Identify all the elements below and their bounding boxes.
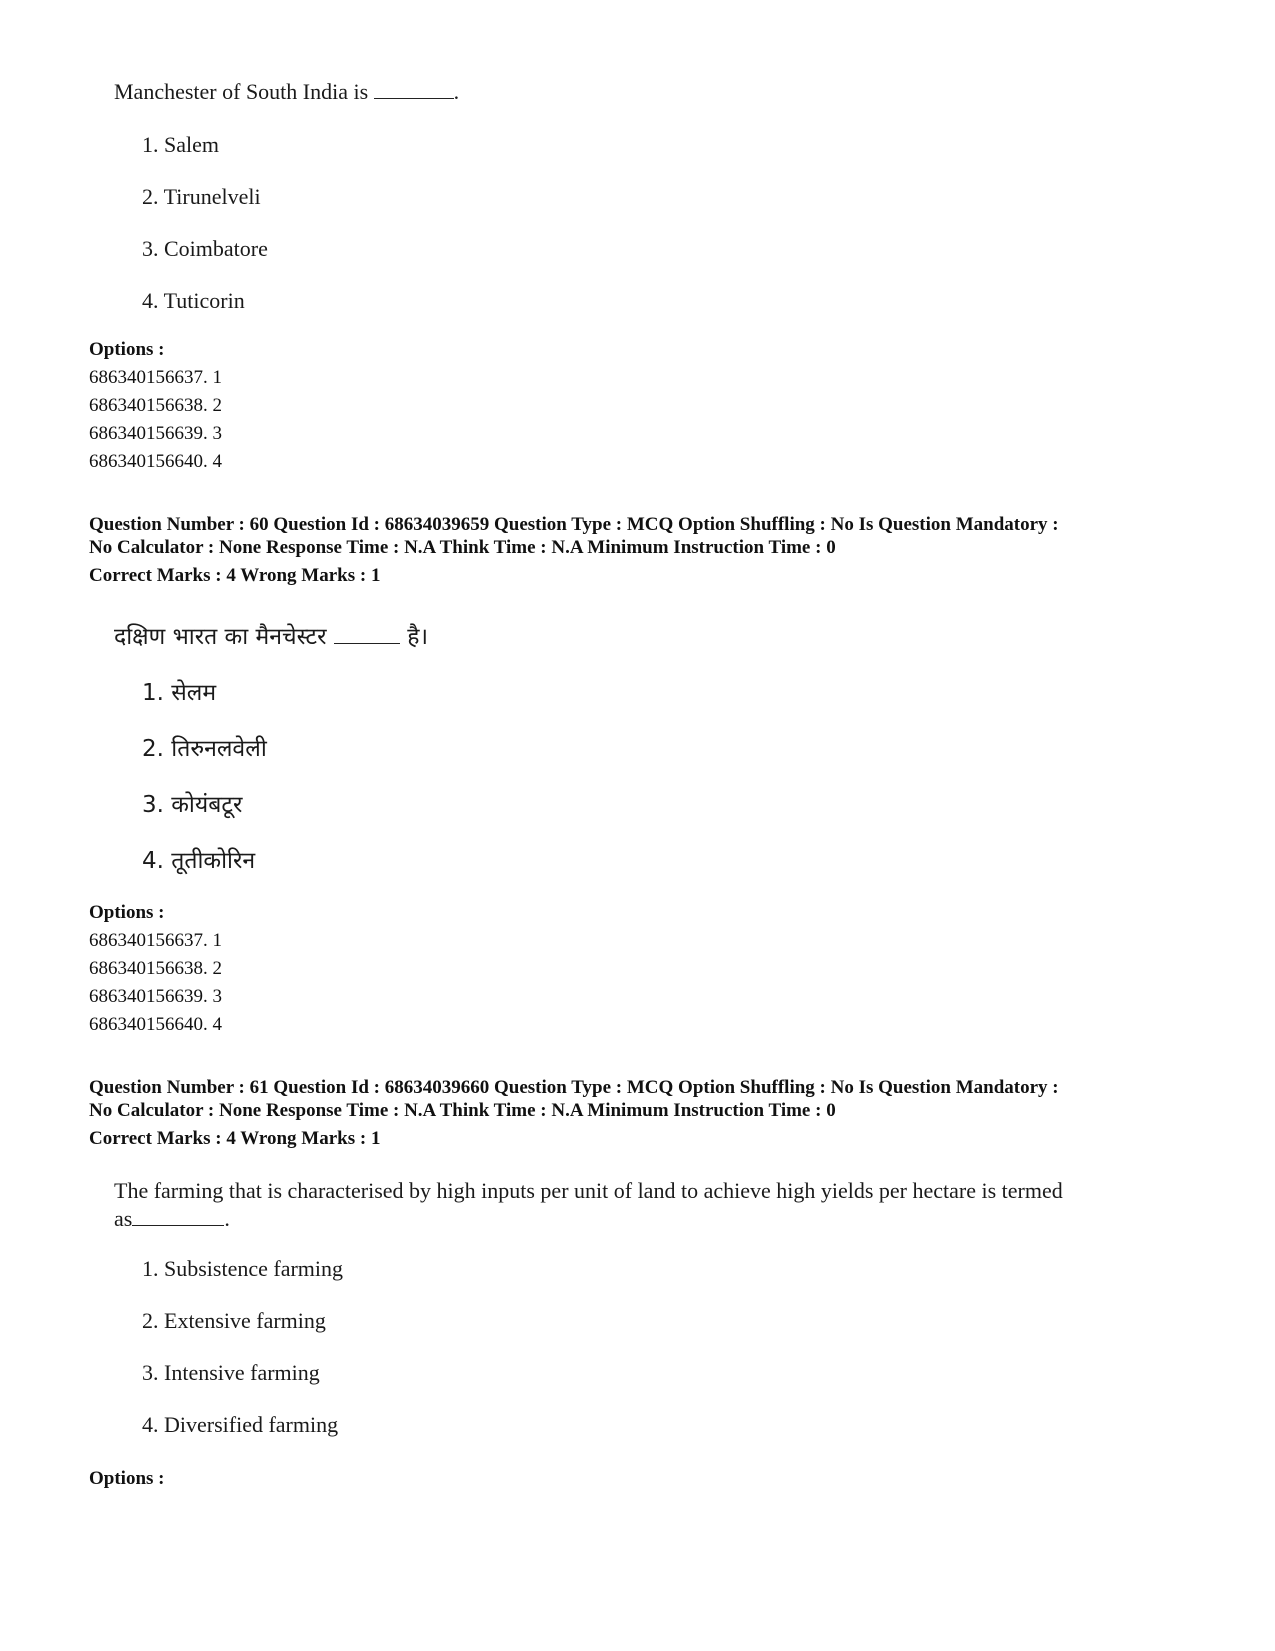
q59-option-4: 686340156640. 4 <box>89 451 222 472</box>
q61-choice-1: 1. Subsistence farming <box>142 1256 344 1281</box>
q59-stem: Manchester of South India is . <box>114 79 460 104</box>
q60-choice-1: 1. सेलम <box>142 680 217 706</box>
q60-stem: दक्षिण भारत का मैनचेस्टर है। <box>114 624 429 650</box>
q59-blank <box>374 98 454 99</box>
q59-choice-1: 1. Salem <box>142 132 219 157</box>
q61-stem-line2: as . <box>114 1206 230 1231</box>
q61-marks: Correct Marks : 4 Wrong Marks : 1 <box>89 1128 381 1149</box>
q60-option-1: 686340156637. 1 <box>89 930 222 951</box>
q61-options-label: Options : <box>89 1468 165 1489</box>
q59-option-3: 686340156639. 3 <box>89 423 222 444</box>
q59-choice-4: 4. Tuticorin <box>142 288 245 313</box>
q59-options-label: Options : <box>89 339 165 360</box>
q59-choice-3: 3. Coimbatore <box>142 236 268 261</box>
q60-options-label: Options : <box>89 902 165 923</box>
q60-header-line1: Question Number : 60 Question Id : 68634039659 Question Type : MCQ Option Shuffling : No Is Question Mandatory : <box>89 514 1059 535</box>
q61-choice-3: 3. Intensive farming <box>142 1360 320 1385</box>
q60-choice-2: 2. तिरुनलवेली <box>142 736 267 762</box>
q61-choice-2: 2. Extensive farming <box>142 1308 326 1333</box>
q59-option-1: 686340156637. 1 <box>89 367 222 388</box>
q61-stem-line1: The farming that is characterised by high inputs per unit of land to achieve high yields per hectare is termed <box>114 1178 1063 1203</box>
q60-choice-4: 4. तूतीकोरिन <box>142 848 256 874</box>
q61-choice-4: 4. Diversified farming <box>142 1412 339 1437</box>
q60-marks: Correct Marks : 4 Wrong Marks : 1 <box>89 565 381 586</box>
q60-option-3: 686340156639. 3 <box>89 986 222 1007</box>
q61-header-line2: No Calculator : None Response Time : N.A Think Time : N.A Minimum Instruction Time : 0 <box>89 1100 836 1121</box>
q60-option-4: 686340156640. 4 <box>89 1014 222 1035</box>
q59-choice-2: 2. Tirunelveli <box>142 184 261 209</box>
q60-option-2: 686340156638. 2 <box>89 958 222 979</box>
q60-blank <box>334 643 400 644</box>
q61-blank <box>132 1225 224 1226</box>
q61-header-line1: Question Number : 61 Question Id : 68634039660 Question Type : MCQ Option Shuffling : No Is Question Mandatory : <box>89 1077 1059 1098</box>
q60-choice-3: 3. कोयंबटूर <box>142 792 243 818</box>
q59-option-2: 686340156638. 2 <box>89 395 222 416</box>
q60-header-line2: No Calculator : None Response Time : N.A Think Time : N.A Minimum Instruction Time : 0 <box>89 537 836 558</box>
